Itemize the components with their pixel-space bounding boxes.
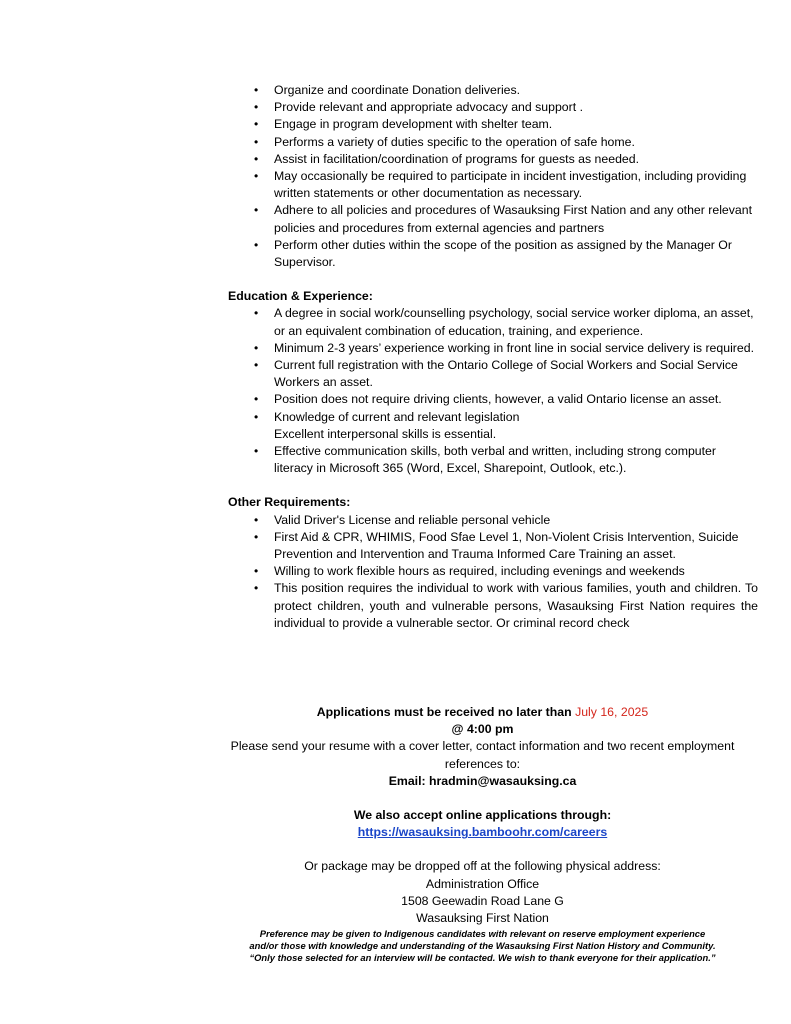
list-item: • Engage in program development with shelter team.	[274, 116, 758, 133]
deadline-text: Applications must be received no later than	[316, 705, 576, 719]
address-line-2: 1508 Geewadin Road Lane G	[401, 893, 564, 908]
email-line: Email: hradmin@wasauksing.ca	[388, 773, 577, 788]
list-item	[274, 409, 758, 443]
list-item: • Provide relevant and appropriate advocacy and support .	[274, 99, 758, 116]
list-item: • This position requires the individual to work with various families, youth and children. To protect children, youth and vulnerable persons, Wasauksing First Nation requires the individual to provide a vulnerable sector. Or criminal record check	[274, 580, 758, 632]
legislation-text: • Knowledge of current and relevant legislation	[274, 409, 520, 424]
list-item: • Willing to work flexible hours as required, including evenings and weekends	[274, 563, 758, 580]
duties-list	[228, 82, 758, 271]
list-item: • Performs a variety of duties specific to the operation of safe home.	[274, 134, 758, 151]
list-item: • Organize and coordinate Donation deliveries.	[274, 82, 758, 99]
list-item: • Valid Driver's License and reliable personal vehicle	[274, 512, 758, 529]
spacer	[200, 841, 765, 858]
list-item: • Effective communication skills, both verbal and written, including strong computer literacy in Microsoft 365 (Word, Excel, Sharepoint, Outlook, etc.).	[274, 443, 758, 477]
address-line-1: Administration Office	[425, 876, 540, 891]
address-line-3: Wasauksing First Nation	[416, 911, 549, 926]
list-item: • A degree in social work/counselling psychology, social service worker diploma, an asset, or an equivalent combination of education, training, and experience.	[274, 305, 758, 339]
list-item: • Assist in facilitation/coordination of programs for guests as needed.	[274, 151, 758, 168]
list-item: • Position does not require driving clients, however, a valid Ontario license an asset.	[274, 391, 758, 408]
list-item: • Adhere to all policies and procedures of Wasauksing First Nation and any other relevant policies and procedures from external agencies and partners	[274, 202, 758, 236]
deadline-time: @ 4:00 pm	[451, 722, 514, 737]
application-section	[200, 704, 765, 927]
other-requirements-heading: Other Requirements:	[228, 495, 351, 510]
other-requirements-list	[228, 512, 758, 632]
dropoff-text: Or package may be dropped off at the following physical address:	[304, 859, 661, 874]
footer-line-3: “Only those selected for an interview will be contacted. We wish to thank everyone for their application.”	[249, 952, 716, 964]
careers-link[interactable]: https://wasauksing.bamboohr.com/careers	[357, 825, 608, 840]
list-item: • Minimum 2-3 years’ experience working in front line in social service delivery is required.	[274, 340, 758, 357]
deadline-line	[200, 704, 765, 721]
requirements-section	[228, 82, 758, 632]
education-heading: Education & Experience:	[228, 289, 373, 304]
deadline-date: July 16, 2025	[575, 705, 649, 719]
footer-line-1: Preference may be given to Indigenous candidates with relevant on reserve employment experience	[259, 928, 706, 939]
list-item: • Current full registration with the Ontario College of Social Workers and Social Service Workers an asset.	[274, 357, 758, 391]
footer-note	[160, 928, 791, 965]
send-instructions: Please send your resume with a cover letter, contact information and two recent employment references to:	[230, 739, 735, 771]
footer-line-2: and/or those with knowledge and understanding of the Wasauksing First Nation History and Community.	[249, 940, 716, 952]
spacer	[200, 790, 765, 807]
online-link-row	[200, 824, 765, 841]
list-item: • Perform other duties within the scope of the position as assigned by the Manager Or Supervisor.	[274, 237, 758, 271]
online-applications-text: We also accept online applications through:	[353, 808, 612, 823]
list-item: • First Aid & CPR, WHIMIS, Food Sfae Level 1, Non-Violent Crisis Intervention, Suicide Prevention and Intervention and Trauma Informed Care Training an asset.	[274, 529, 758, 563]
interpersonal-text: Excellent interpersonal skills is essential.	[274, 426, 497, 441]
education-list	[228, 305, 758, 477]
list-item: • May occasionally be required to participate in incident investigation, including providing written statements or other documentation as necessary.	[274, 168, 758, 202]
